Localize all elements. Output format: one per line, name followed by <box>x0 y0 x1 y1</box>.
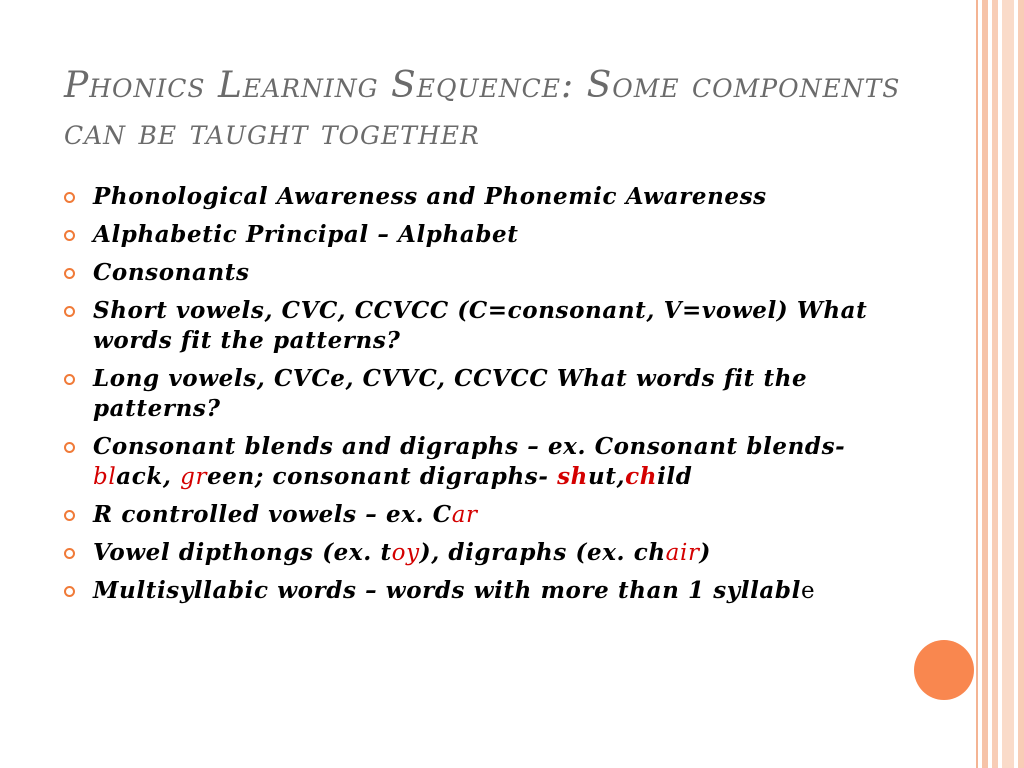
bullet-text: een; consonant digraphs- <box>207 463 558 490</box>
bullet-text: Multisyllabic words – words with more than 1 syllabl <box>93 577 801 604</box>
bullet-text: e <box>800 578 816 604</box>
bullet-text: ) <box>699 539 712 566</box>
bullet-text: bl <box>93 464 117 490</box>
bullet-item <box>64 296 884 356</box>
stripe <box>1018 0 1024 768</box>
bullet-item <box>64 364 884 424</box>
bullet-text: ch <box>625 463 658 490</box>
decorative-stripes <box>976 0 1024 768</box>
bullet-marker-icon <box>64 192 75 203</box>
bullet-text: Phonological Awareness and Phonemic Awareness <box>93 183 767 210</box>
bullet-item <box>64 220 884 250</box>
bullet-marker-icon <box>64 374 75 385</box>
stripe <box>982 0 988 768</box>
bullet-marker-icon <box>64 306 75 317</box>
bullet-item <box>64 538 884 568</box>
bullet-marker-icon <box>64 510 75 521</box>
bullet-text: ut, <box>588 463 626 490</box>
bullet-marker-icon <box>64 268 75 279</box>
bullet-text: Short vowels, CVC, CCVCC (C=consonant, V=vowel) What words fit the patterns? <box>93 297 868 354</box>
bullet-text: ild <box>657 463 693 490</box>
bullet-item <box>64 432 884 492</box>
bullet-text: Consonants <box>93 259 250 286</box>
bullet-text: Consonant blends and digraphs – ex. Consonant blends- <box>93 433 846 460</box>
bullet-text: Vowel dipthongs (ex. t <box>93 539 392 566</box>
bullet-text: R controlled vowels – ex. C <box>93 501 452 528</box>
bullet-marker-icon <box>64 442 75 453</box>
stripe <box>976 0 978 768</box>
bullet-item <box>64 258 884 288</box>
stripe <box>1002 0 1014 768</box>
slide-title: Phonics Learning Sequence: Some components can be taught together <box>64 65 901 153</box>
bullet-list <box>64 182 884 614</box>
bullet-text: air <box>665 540 700 566</box>
bullet-item <box>64 500 884 530</box>
stripe <box>992 0 998 768</box>
bullet-text: ar <box>451 502 478 528</box>
bullet-item <box>64 182 884 212</box>
decorative-circle <box>914 640 974 700</box>
bullet-text: Alphabetic Principal – Alphabet <box>93 221 519 248</box>
bullet-text: sh <box>557 463 588 490</box>
bullet-text: ack, <box>116 463 181 490</box>
bullet-text: gr <box>180 464 208 490</box>
bullet-item <box>64 576 884 606</box>
bullet-text: oy <box>391 540 420 566</box>
bullet-marker-icon <box>64 548 75 559</box>
bullet-marker-icon <box>64 230 75 241</box>
bullet-marker-icon <box>64 586 75 597</box>
bullet-text: Long vowels, CVCe, CVVC, CCVCC What words fit the patterns? <box>93 365 808 422</box>
bullet-text: ), digraphs (ex. ch <box>419 539 666 566</box>
